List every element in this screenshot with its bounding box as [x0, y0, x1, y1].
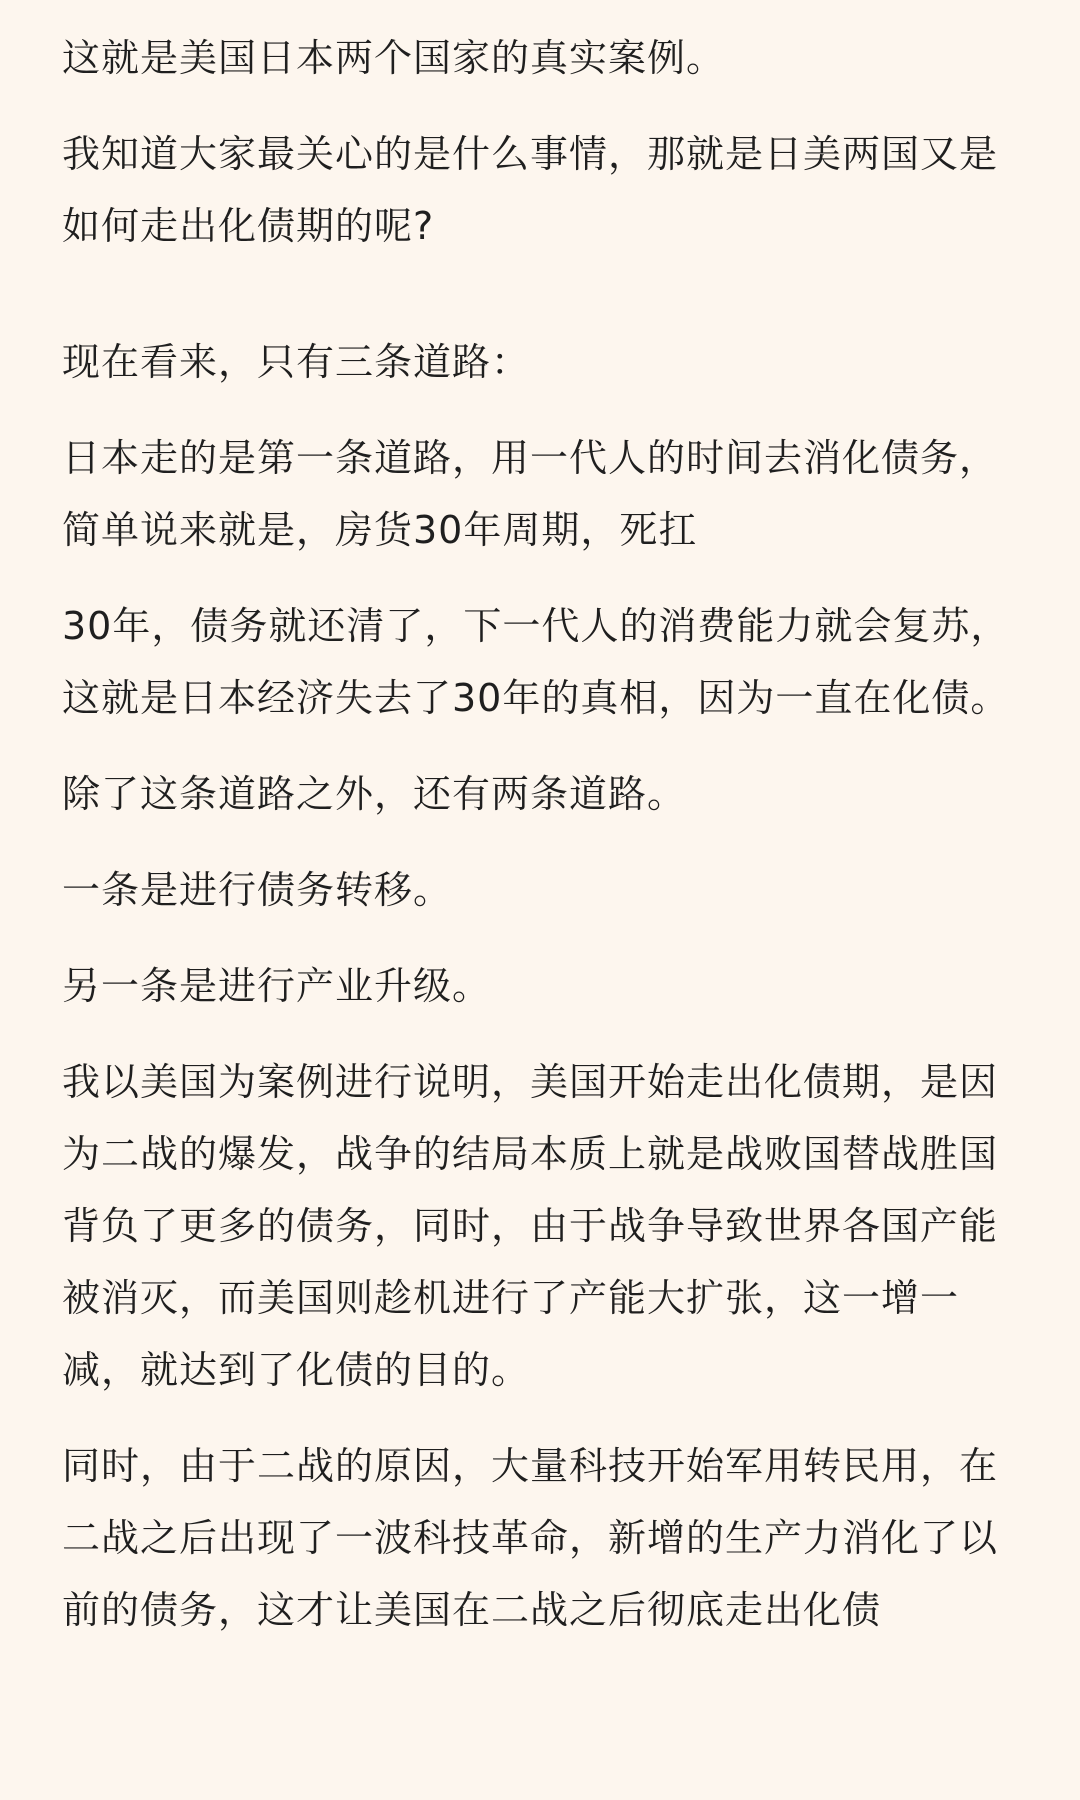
paragraph-4: 日本走的是第一条道路，用一代人的时间去消化债务，简单说来就是，房货30年周期，死扛: [62, 436, 999, 552]
paragraph-1: 这就是美国日本两个国家的真实案例。: [62, 36, 726, 80]
paragraph-6: 除了这条道路之外，还有两条道路。: [62, 772, 687, 816]
paragraph-10: 同时，由于二战的原因，大量科技开始军用转民用，在二战之后出现了一波科技革命，新增的生产力消化了以前的债务，这才让美国在二战之后彻底走出化债: [62, 1444, 999, 1632]
paragraph-7: 一条是进行债务转移。: [62, 868, 453, 912]
paragraph-gap: [62, 286, 1018, 326]
paragraph-2: 我知道大家最关心的是什么事情，那就是日美两国又是如何走出化债期的呢?: [62, 132, 999, 248]
paragraph-9: 我以美国为案例进行说明，美国开始走出化债期，是因为二战的爆发，战争的结局本质上就是战败国替战胜国背负了更多的债务，同时，由于战争导致世界各国产能被消灭，而美国则趁机进行了产能大扩张，这一增一减，就达到了化债的目的。: [62, 1060, 999, 1392]
paragraph-8: 另一条是进行产业升级。: [62, 964, 492, 1008]
paragraph-3: 现在看来，只有三条道路：: [62, 340, 531, 384]
paragraph-5: 30年，债务就还清了，下一代人的消费能力就会复苏，这就是日本经济失去了30年的真相，因为一直在化债。: [62, 604, 1010, 720]
